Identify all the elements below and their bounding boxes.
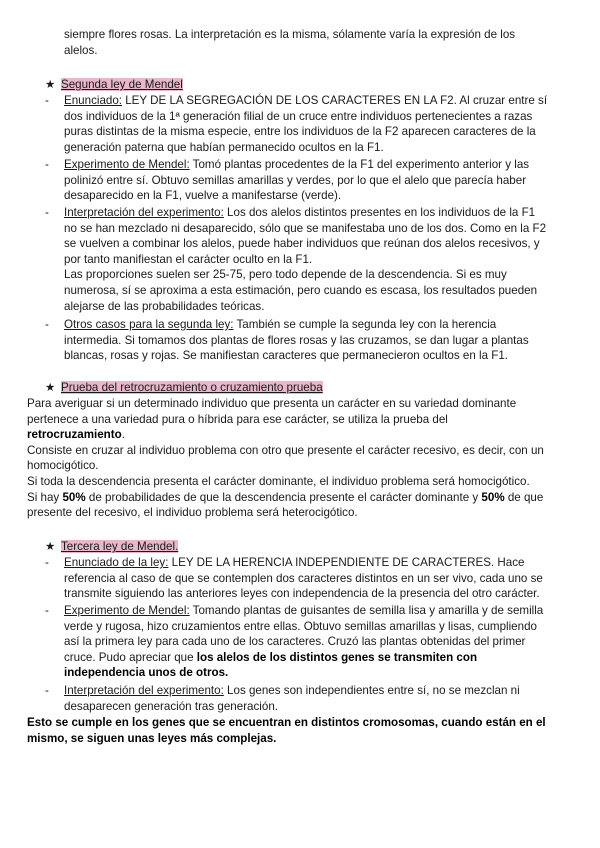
text-fragment: Si hay <box>27 490 63 504</box>
bullet-enunciado <box>64 93 576 155</box>
text-line: LEY DE LA SEGREGACIÓN DE LOS CARACTERES EN LA F2. Al cruzar entre sí <box>122 94 548 107</box>
heading-text: Prueba del retrocruzamiento o cruzamiento prueba <box>61 381 323 394</box>
text-line: dos individuos de la 1ª generación filial de un cruce entre individuos pertenecientes a razas <box>64 109 533 123</box>
bullet-enunciado-ley <box>64 555 576 602</box>
bold-percent: 50% <box>481 490 505 504</box>
bullet-label: Experimento de Mendel: <box>64 158 190 171</box>
text-line: polinizó entre sí. Obtuvo semillas amarillas y verdes, por lo que el alelo que parecía haber <box>64 173 527 187</box>
bold-statement: independencia unos de otros. <box>64 666 229 680</box>
star-icon: ★ <box>45 540 56 553</box>
text-line: Los dos alelos distintos presentes en los individuos de la F1 <box>223 206 536 219</box>
bold-line: mismo, se siguen unas leyes más complejas. <box>27 731 277 745</box>
text-line: Las proporciones suelen ser 25-75, pero todo depende de la descendencia. Si es muy <box>64 268 507 282</box>
text-line: así la primera ley para cada uno de los caracteres. Cruzó las plantas obtenidas del primer <box>64 635 526 649</box>
bold-line: Esto se cumple en los genes que se encuentran en distintos cromosomas, cuando están en el <box>27 716 546 729</box>
bullet-experimento-tercera <box>64 603 576 681</box>
closing-paragraph <box>27 715 577 746</box>
bullet-interpretacion <box>64 205 576 314</box>
text-line: siempre flores rosas. La interpretación es la misma, sólamente varía la expresión de los <box>64 28 516 41</box>
text-line: pertenece a una variedad pura o híbrida para ese carácter, se utiliza la prueba del <box>27 412 448 426</box>
text-line: se vuelven a combinar los alelos, puede haber individuos que reúnan dos alelos recesivos, y <box>64 237 540 251</box>
text-line: . <box>121 428 125 442</box>
paragraph-retrocruzamiento <box>27 396 577 521</box>
text-line: Los genes son independientes entre sí, no se mezclan ni <box>223 684 520 697</box>
heading-text: Segunda ley de Mendel <box>61 78 183 91</box>
section-heading-prueba-retrocruzamiento <box>45 380 323 396</box>
text-line: no se han mezclado ni desaparecido, sólo que se manifestaba uno de los dos. Como en la F2 <box>64 221 547 235</box>
text-line: Si toda la descendencia presenta el carácter dominante, el individuo problema será homocigótico. <box>27 474 530 488</box>
bullet-label: Enunciado de la ley: <box>64 556 169 569</box>
text-line: Para averiguar si un determinado individuo que presenta un carácter en su variedad dominante <box>27 397 517 410</box>
text-line: por tanto manifiestan el carácter oculto en la F1. <box>64 252 313 266</box>
section-heading-tercera-ley <box>45 539 178 555</box>
text-line: Tomó plantas procedentes de la F1 del experimento anterior y las <box>189 158 530 171</box>
bullet-dash: - <box>45 684 49 697</box>
text-line: También se cumple la segunda ley con la herencia <box>233 318 497 331</box>
bullet-interpretacion-tercera <box>64 683 576 714</box>
text-line: presente del recesivo, el individuo problema será heterocigótico. <box>27 506 358 520</box>
bullet-label: Interpretación del experimento: <box>64 684 224 697</box>
text-line: alelos. <box>64 43 98 57</box>
text-line: Consiste en cruzar al individuo problema con otro que presente el carácter recesivo, es decir, con un <box>27 443 544 457</box>
bullet-dash: - <box>45 604 49 617</box>
text-line: intermedia. Si tomamos dos plantas de flores rosas y las cruzamos, se dan lugar a plantas <box>64 333 529 347</box>
text-line: blancas, rosas y rojas. Se manifiestan caracteres que permanecieron ocultos en la F1. <box>64 349 509 363</box>
bold-term: retrocruzamiento <box>27 428 122 442</box>
bullet-dash: - <box>45 158 49 171</box>
bullet-dash: - <box>45 94 49 107</box>
text-fragment: de que <box>504 490 544 504</box>
text-line: homocigótico. <box>27 459 99 473</box>
bullet-experimento <box>64 157 576 204</box>
bullet-label: Enunciado: <box>64 94 123 107</box>
star-icon: ★ <box>45 78 56 91</box>
text-line: numerosa, sí se aproxima a esta estimación, pero cuando es escasa, los resultados pueden <box>64 283 538 297</box>
section-heading-segunda-ley <box>45 77 183 93</box>
text-line: verde y rugosa, hizo cruzamientos entre ellas. Obtuvo semillas amarillas y lisas, cumpliendo <box>64 619 537 633</box>
text-line: generación paterna que habían permanecido ocultos en la F1. <box>64 140 384 154</box>
bold-statement: los alelos de los distintos genes se transmiten con <box>196 650 478 664</box>
continuation-paragraph <box>64 27 576 58</box>
bold-percent: 50% <box>62 490 86 504</box>
bullet-dash: - <box>45 556 49 569</box>
text-fragment: de probabilidades de que la descendencia presente el carácter dominante y <box>85 490 482 504</box>
text-line: desaparecido en la F1, vuelve a manifestarse (verde). <box>64 189 342 203</box>
text-line: LEY DE LA HERENCIA INDEPENDIENTE DE CARACTERES. Hace <box>168 556 525 569</box>
bullet-label: Interpretación del experimento: <box>64 206 224 219</box>
heading-text: Tercera ley de Mendel. <box>61 540 179 553</box>
text-line: Tomando plantas de guisantes de semilla lisa y amarilla y de semilla <box>189 604 544 617</box>
bullet-label: Experimento de Mendel: <box>64 604 190 617</box>
text-line: transmite siguiendo las anteriores leyes con independencia de la presencia del otro carácter. <box>64 587 540 601</box>
bullet-otros-casos <box>64 317 576 364</box>
star-icon: ★ <box>45 381 56 394</box>
text-line: referencia al caso de que se contemplen dos caracteres distintos en un ser vivo, cada uno se <box>64 571 543 585</box>
bullet-label: Otros casos para la segunda ley: <box>64 318 234 331</box>
text-fragment: cruce. Pudo apreciar que <box>64 650 197 664</box>
text-line: desaparecen generación tras generación. <box>64 699 278 713</box>
bullet-dash: - <box>45 318 49 331</box>
text-line: puras distintas de la misma especie, entre los individuos de la F2 aparecen caracteres de la <box>64 125 536 139</box>
text-line: alejarse de las probabilidades teóricas. <box>64 299 265 313</box>
bullet-dash: - <box>45 206 49 219</box>
